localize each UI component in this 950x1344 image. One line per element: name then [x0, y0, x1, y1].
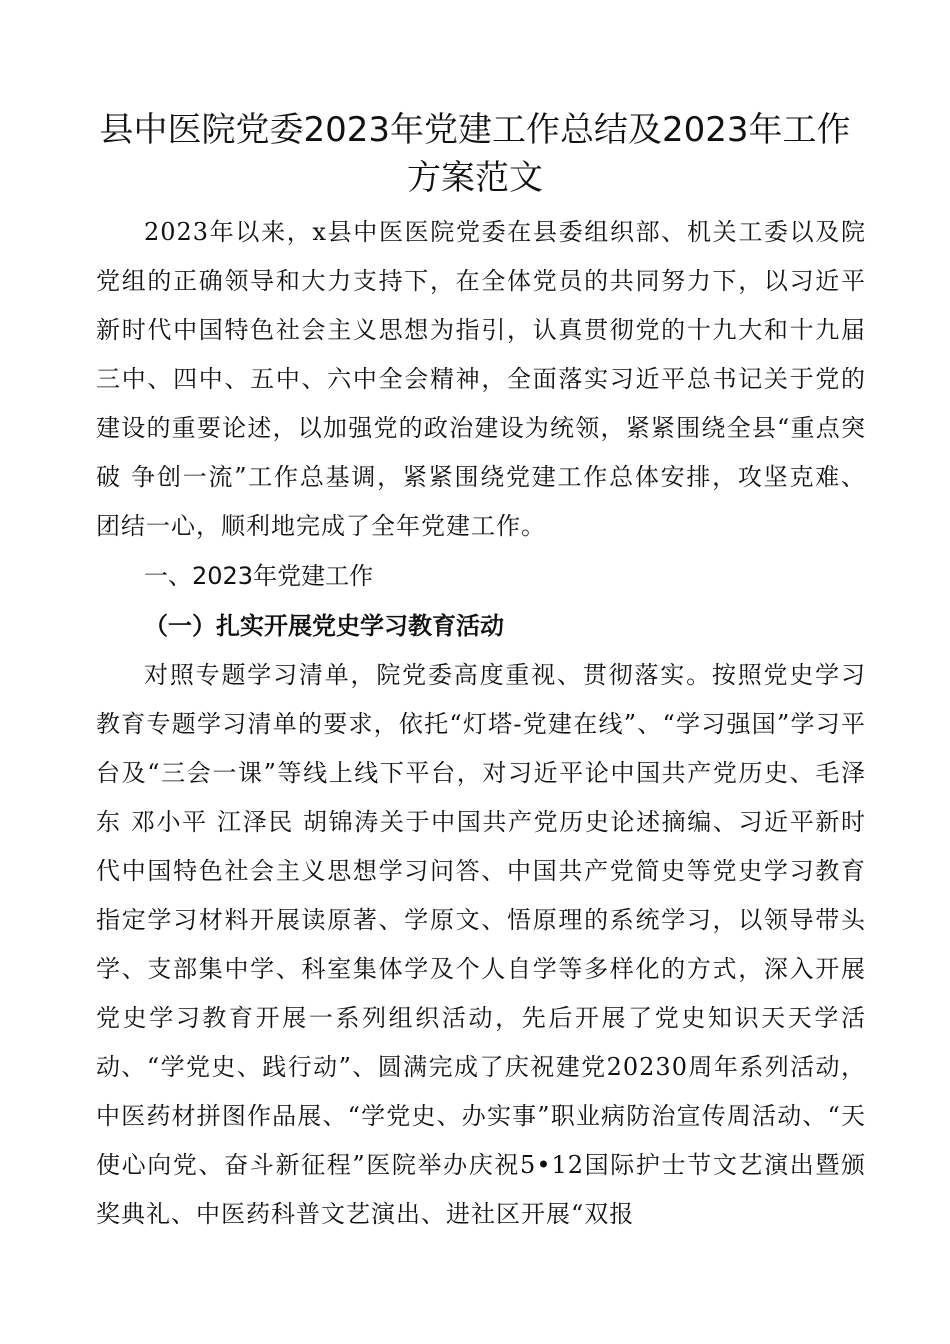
subsection-heading: （一）扎实开展党史学习教育活动: [144, 612, 504, 640]
document-body: [96, 208, 866, 1239]
section-heading: 一、2023年党建工作: [144, 562, 374, 590]
title-line-1: 县中医院党委2023年党建工作总结及2023年工作: [99, 110, 851, 150]
document-title: [80, 106, 870, 202]
intro-paragraph: 2023年以来，x县中医医院党委在县委组织部、机关工委以及院党组的正确领导和大力支持下，在全体党员的共同努力下，以习近平新时代中国特色社会主义思想为指引，认真贯彻党的十九大和十九届三中、四中、五中、六中全会精神，全面落实习近平总书记关于党的建设的重要论述，以加强党的政治建设为统领，紧紧围绕全县“重点突破 争创一流”工作总基调，紧紧围绕党建工作总体安排，攻坚克难、团结一心，顺利地完成了全年党建工作。: [96, 218, 866, 540]
title-line-2: 方案范文: [407, 158, 543, 198]
subsection-paragraph: 对照专题学习清单，院党委高度重视、贯彻落实。按照党史学习教育专题学习清单的要求，依托“灯塔-党建在线”、“学习强国”学习平台及“三会一课”等线上线下平台，对习近平论中国共产党历史、毛泽东 邓小平 江泽民 胡锦涛关于中国共产党历史论述摘编、习近平新时代中国特色社会主义思想学习问答、中国共产党简史等党史学习教育指定学习材料开展读原著、学原文、悟原理的系统学习，以领导带头学、支部集中学、科室集体学及个人自学等多样化的方式，深入开展党史学习教育开展一系列组织活动，先后开展了党史知识天天学活动、“学党史、践行动”、圆满完成了庆祝建党20230周年系列活动，中医药材拼图作品展、“学党史、办实事”职业病防治宣传周活动、“天使心向党、奋斗新征程”医院举办庆祝5•12国际护士节文艺演出暨颁奖典礼、中医药科普文艺演出、进社区开展“双报: [96, 661, 866, 1228]
